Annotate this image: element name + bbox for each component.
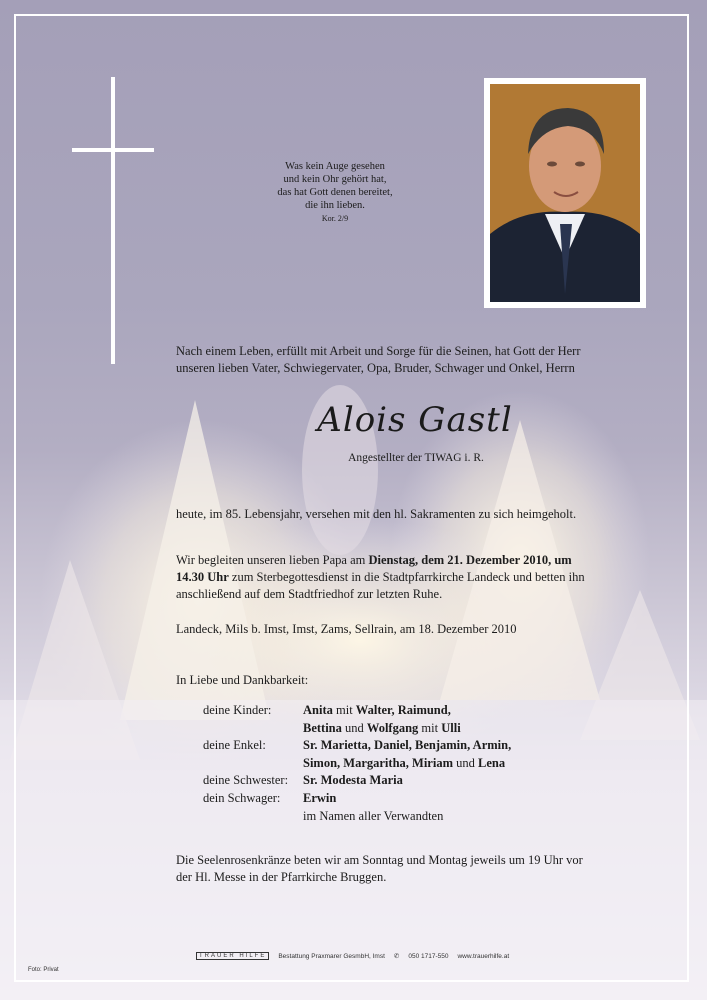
family-row-enkel-2 [203,755,511,773]
funeral-date: Dienstag, dem 21. Dezember 2010, um [368,553,572,567]
rosary-line: Die Seelenrosenkränze beten wir am Sonntag und Montag jeweils um 19 Uhr vor [176,853,583,867]
funeral-text: zum Sterbegottesdienst in die Stadtpfarrkirche Landeck und betten ihn [228,570,585,584]
family-member: Lena [477,755,506,770]
intro-text [176,343,656,377]
family-member: Sr. Marietta, Daniel, Benjamin, Armin, [303,738,512,753]
family-row-schwager [203,790,511,808]
family-member: Simon, Margaritha, Miriam [303,755,453,770]
intro-line: Nach einem Leben, erfüllt mit Arbeit und Sorge für die Seinen, hat Gott der Herr [176,344,581,358]
website-link[interactable]: www.trauerhilfe.at [457,952,510,960]
deceased-occupation: Angestellter der TIWAG i. R. [348,452,484,464]
family-list [203,702,511,825]
cross-icon-bar [72,148,154,152]
family-row-schwester [203,772,511,790]
family-row-kinder [203,702,511,720]
funeral-time: 14.30 Uhr [176,570,229,584]
family-label: deine Enkel: [203,738,266,753]
phone-number: 050 1717-550 [408,952,449,960]
portrait-photo [484,78,646,308]
funeral-text: anschließend auf dem Stadtfriedhof zur letzten Ruhe. [176,587,443,601]
family-member: Anita [303,703,333,717]
conjunction: mit [418,720,442,735]
phone-icon: ✆ [393,953,400,960]
family-label: dein Schwager: [203,790,281,805]
family-label-empty [203,720,303,738]
conjunction: und [341,720,367,735]
verse-line: das hat Gott denen bereitet, [277,187,393,198]
deceased-name: Alois Gastl [317,400,513,440]
family-member: Erwin [303,790,337,805]
intro-line: unseren lieben Vater, Schwiegervater, Opa, Bruder, Schwager und Onkel, Herrn [176,361,575,375]
family-member: Sr. Modesta Maria [303,773,403,788]
conjunction: mit [332,703,356,717]
family-label-empty [203,808,303,826]
conjunction: und [452,755,478,770]
portrait-image [490,84,640,302]
funeral-details [176,552,656,603]
verse-line: Was kein Auge gesehen [285,161,385,172]
verse-reference: Kor. 2/9 [321,214,349,223]
relatives-note: im Namen aller Verwandten [303,808,444,823]
family-label: deine Schwester: [203,773,289,788]
family-row-enkel [203,737,511,755]
verse-line: und kein Ohr gehört hat, [283,174,387,185]
trauerhilfe-logo: TRAUER HILFE [196,952,269,960]
company-name: Bestattung Praxmarer GesmbH, Imst [278,952,385,960]
rosary-line: der Hl. Messe in der Pfarrkirche Bruggen. [176,870,387,884]
footer [196,952,509,960]
family-member: Walter, Raimund, [355,703,451,717]
family-member: Bettina [303,720,342,735]
family-row-verwandte [203,808,511,826]
place-and-date: Landeck, Mils b. Imst, Imst, Zams, Sellrain, am 18. Dezember 2010 [176,622,517,636]
family-label-empty [203,755,303,773]
rosary-notice [176,852,656,886]
death-notice: heute, im 85. Lebensjahr, versehen mit den hl. Sakramenten zu sich heimgeholt. [176,507,577,521]
gratitude-line: In Liebe und Dankbarkeit: [176,673,309,687]
photo-credit: Foto: Privat [28,967,59,973]
verse-line: die ihn lieben. [305,200,365,211]
family-label: deine Kinder: [203,703,272,717]
family-row-kinder-2 [203,720,511,738]
family-member: Wolfgang [366,720,419,735]
family-member: Ulli [441,720,461,735]
bible-verse [250,160,420,225]
cross-icon [111,77,115,364]
funeral-text: Wir begleiten unseren lieben Papa am [176,553,369,567]
